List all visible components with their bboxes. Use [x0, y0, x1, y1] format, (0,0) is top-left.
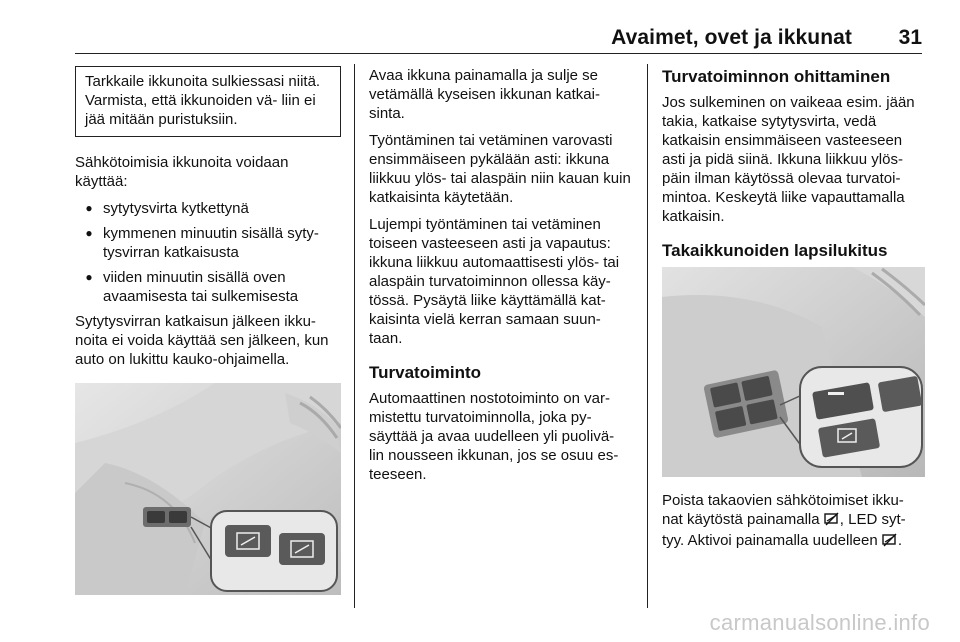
paragraph: Automaattinen nostotoiminto on var- mistettu turvatoiminnolla, joka py- säyttää ja avaa uudelleen yli puolivä- lin nousseen ikkunan, jos se osuu es- teeseen.	[369, 390, 619, 483]
section-heading: Turvatoiminto	[369, 363, 482, 382]
header-rule	[75, 53, 922, 54]
page-title: Avaimet, ovet ja ikkunat	[611, 26, 852, 49]
paragraph: Avaa ikkuna painamalla ja sulje se vetämällä kyseisen ikkunan katkai- sinta.	[369, 67, 600, 122]
bullet-icon: ●	[85, 201, 93, 215]
column-divider-1	[354, 64, 355, 608]
watermark: carmanualsonline.info	[709, 610, 930, 635]
column-2	[369, 66, 633, 492]
column-1	[75, 66, 341, 609]
paragraph: Jos sulkeminen on vaikeaa esim. jään takia, katkaise sytytysvirta, vedä katkaisin ensimmäiseen vasteeseen asti ja pidä siinä. Ikkuna liikkuu ylös- päin ilman käytössä olevaa turvatoi- mintoa. Keskeytä liike vapauttamalla katkaisin.	[662, 94, 915, 225]
list-item: ● sytytysvirta kytkettynä	[75, 199, 341, 218]
intro-paragraph: Sähkötoimisia ikkunoita voidaan käyttää:	[75, 154, 289, 190]
warning-text: Tarkkaile ikkunoita sulkiessasi niitä. Varmista, että ikkunoiden vä- liin ei jää mitään puristuksiin.	[85, 73, 321, 128]
bullet-icon: ●	[85, 270, 93, 284]
page-header	[75, 22, 922, 54]
front-window-switch-photo	[75, 383, 341, 595]
paragraph: Työntäminen tai vetäminen varovasti ensimmäiseen pykälään asti: ikkuna liikkuu ylös- tai alaspäin niin kauan kuin katkaisinta käytetään.	[369, 132, 631, 206]
paragraph: Poista takaovien sähkötoimiset ikku- nat käytöstä painamalla , LED syt- tyy. Aktivoi painamalla uudelleen .	[662, 491, 925, 552]
bullet-icon: ●	[85, 226, 93, 240]
section-heading: Takaikkunoiden lapsilukitus	[662, 241, 888, 260]
after-bullets-paragraph: Sytytysvirran katkaisun jälkeen ikku- noita ei voida käyttää sen jälkeen, kun auto on lukittu kauko-ohjaimella.	[75, 313, 329, 368]
list-item: ● kymmenen minuutin sisällä syty- tysvirran katkaisusta	[75, 224, 341, 262]
bullet-list	[75, 199, 341, 306]
window-lock-icon	[824, 512, 840, 531]
warning-box	[75, 66, 341, 137]
paragraph: Lujempi työntäminen tai vetäminen toiseen vasteeseen asti ja vapautus: ikkuna liikkuu automaattisesti ylös- tai alaspäin turvatoiminnon ollessa käy- tössä. Pysäytä liike käyttämällä kat- kaisinta vielä kerran samaan suun- taan.	[369, 216, 620, 347]
column-3	[662, 66, 925, 560]
section-heading: Turvatoiminnon ohittaminen	[662, 67, 891, 86]
column-divider-2	[647, 64, 648, 608]
list-item: ● viiden minuutin sisällä oven avaamisesta tai sulkemisesta	[75, 268, 341, 306]
window-lock-icon	[882, 533, 898, 552]
page-number: 31	[898, 26, 922, 49]
rear-window-lock-photo	[662, 267, 925, 477]
